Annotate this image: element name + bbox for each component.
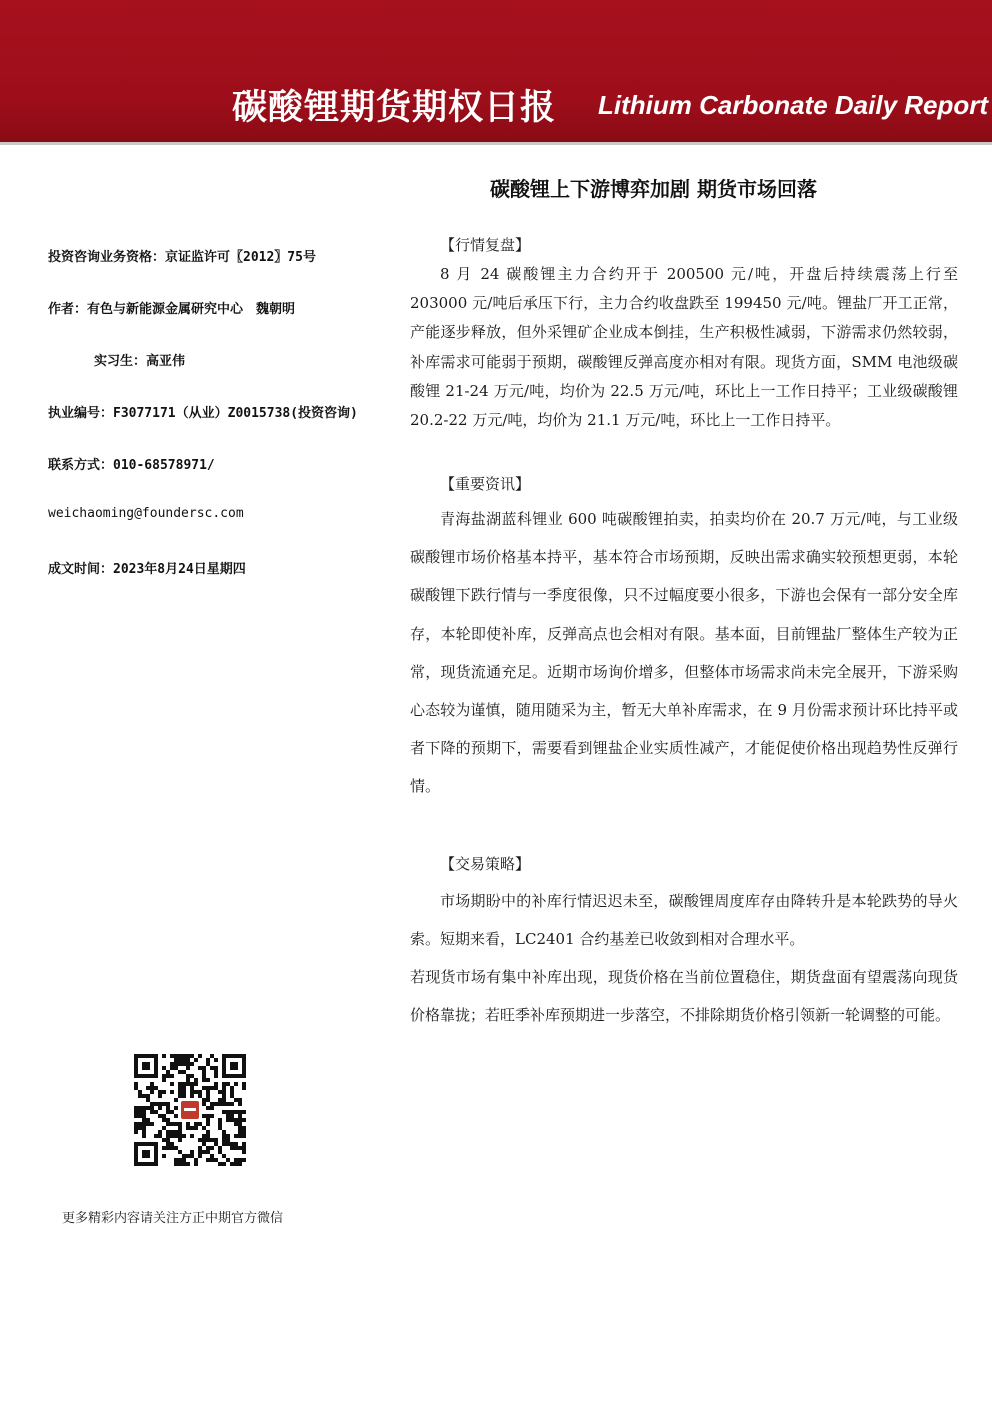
section-heading-market-review: 【行情复盘】 [440,236,531,254]
header-banner [0,0,992,145]
qr-caption: 更多精彩内容请关注方正中期官方微信 [62,1211,284,1226]
section-heading-strategy: 【交易策略】 [440,855,531,873]
qualification-text: 投资咨询业务资格：京证监许可〖2012〗75号 [48,250,316,265]
market-review-paragraph: 8 月 24 碳酸锂主力合约开于 200500 元/吨，开盘后持续震荡上行至 203000 元/吨后承压下行，主力合约收盘跌至 199450 元/吨。锂盐厂开工正常，产能逐步释放，但外采锂矿企业成本倒挂，生产积极性减弱，下游需求仍然较弱，补库需求可能弱于预期，碳酸锂反弹高度亦相对有限。现货方面，SMM 电池级碳酸锂 21-24 万元/吨，均价为 22.5 万元/吨，环比上一工作日持平；工业级碳酸锂 20.2-22 万元/吨，均价为 21.1 万元/吨，环比上一工作日持平。 [410,265,958,430]
author-text: 作者：有色与新能源金属研究中心 魏朝明 [48,302,296,317]
strategy-paragraph-1: 市场期盼中的补库行情迟迟未至，碳酸锂周度库存由降转升是本轮跌势的导火索。短期来看，LC2401 合约基差已收敛到相对合理水平。 [410,892,958,949]
intern-text: 实习生：高亚伟 [94,354,186,369]
qr-code-icon [134,1054,246,1166]
email-link[interactable]: weichaoming@foundersc.com [48,506,244,521]
report-title-cn: 碳酸锂期货期权日报 [232,88,557,128]
strategy-paragraph-2: 若现货市场有集中补库出现，现货价格在当前位置稳住，期货盘面有望震荡向现货价格靠拢；若旺季补库预期进一步落空，不排除期货价格引领新一轮调整的可能。 [410,968,958,1025]
report-title-en: Lithium Carbonate Daily Report [598,90,989,120]
license-text: 执业编号：F3077171（从业）Z0015738(投资咨询) [48,406,358,421]
news-paragraph: 青海盐湖蓝科锂业 600 吨碳酸锂拍卖，拍卖均价在 20.7 万元/吨，与工业级碳酸锂市场价格基本持平，基本符合市场预期，反映出需求确实较预想更弱，本轮碳酸锂下跌行情与一季度很像，只不过幅度要小很多，下游也会保有一部分安全库存，本轮即使补库，反弹高点也会相对有限。基本面，目前锂盐厂整体生产较为正常，现货流通充足。近期市场询价增多，但整体市场需求尚未完全展开，下游采购心态较为谨慎，随用随采为主，暂无大单补库需求，在 9 月份需求预计环比持平或者下降的预期下，需要看到锂盐企业实质性减产，才能促使价格出现趋势性反弹行情。 [410,510,958,796]
date-text: 成文时间：2023年8月24日星期四 [48,562,246,577]
section-heading-news: 【重要资讯】 [440,475,531,493]
contact-text: 联系方式：010-68578971/ [48,458,215,473]
page-title: 碳酸锂上下游博弈加剧 期货市场回落 [490,177,817,201]
